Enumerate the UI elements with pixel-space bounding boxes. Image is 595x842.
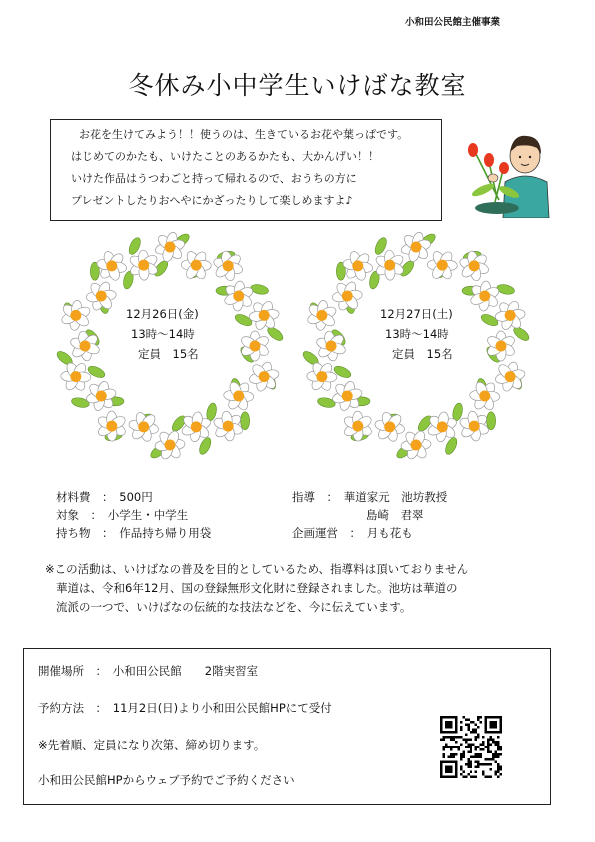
wreath-flower (223, 380, 254, 411)
wreath-flower (374, 411, 405, 443)
wreath-flower (61, 361, 91, 392)
organizer-label: 小和田公民館主催事業 (405, 17, 501, 28)
fee-info: 材料費 ： 500円 (56, 490, 153, 504)
instructor-info: 指導 ： 華道家元 池坊教授 (292, 490, 448, 504)
qr-code[interactable] (440, 716, 502, 778)
wreath-flower (458, 250, 490, 281)
wreath-flower (458, 410, 490, 441)
wreath-flower (96, 250, 127, 282)
wreath-flower (331, 380, 363, 412)
page-title: 冬休み小中学生いけばな教室 (128, 71, 467, 100)
planning-info: 企画運営 ： 月も花も (292, 526, 413, 540)
venue-reservation: 予約方法 ： 11月2日(日)より小和田公民館HPにて受付 (38, 701, 332, 715)
session1-time: 13時～14時 (131, 327, 195, 341)
target-info: 対象 ： 小学生・中学生 (56, 508, 189, 522)
wreath-flower (85, 380, 117, 412)
wreath-flower (86, 280, 117, 311)
session1-date: 12月26日(金) (126, 307, 199, 321)
bring-info: 持ち物 ： 作品持ち帰り用袋 (56, 526, 212, 540)
intro-box (50, 119, 442, 221)
wreath-flower (96, 411, 127, 441)
session2-capacity: 定員 15名 (392, 347, 453, 361)
wreath-flower (307, 361, 337, 392)
wreath-flower (212, 250, 244, 281)
intro-line-3: いけた作品はうつわごと持って帰れるので、おうちの方に (71, 172, 357, 185)
wreath-flower (495, 300, 526, 332)
note-kado-2: 流派の一つで、いけばなの伝統的な技法などを、今に伝えています。 (56, 600, 412, 614)
wreath-flower (332, 280, 363, 311)
intro-line-1: お花を生けてみよう！！使うのは、生きているお花や葉っぱです。 (79, 128, 409, 141)
session1-capacity: 定員 15名 (138, 347, 199, 361)
venue-place: 開催場所 ： 小和田公民館 2階実習室 (38, 664, 259, 678)
wreath-flower (249, 300, 280, 332)
wreath-flower (469, 380, 500, 411)
intro-line-2: はじめてのかたも、いけたことのあるかたも、大かんげい！！ (71, 150, 379, 163)
instructor-name: 島崎 君翠 (366, 508, 424, 522)
venue-web-reservation: 小和田公民館HPからウェブ予約でご予約ください (38, 773, 295, 787)
wreath-flower (342, 411, 373, 441)
wreath-flower (342, 250, 373, 282)
wreath-flower (128, 411, 159, 443)
note-kado-1: 華道は、令和6年12月、国の登録無形文化財に登録されました。池坊は華道の (56, 581, 458, 595)
venue-first-come: ※先着順、定員になり次第、締め切ります。 (38, 738, 266, 752)
note-fee-free: ※この活動は、いけばなの普及を目的としているため、指導料は頂いておりません (45, 562, 469, 576)
wreath-flower (223, 281, 254, 312)
boy-arranging-flowers-illustration (463, 122, 553, 218)
wreath-flower (212, 410, 244, 441)
intro-line-4: プレゼントしたりおへやにかざったりして楽しめますよ♪ (71, 194, 353, 207)
wreath-flower (469, 281, 500, 312)
session2-time: 13時～14時 (385, 327, 449, 341)
session2-date: 12月27日(土) (380, 307, 453, 321)
